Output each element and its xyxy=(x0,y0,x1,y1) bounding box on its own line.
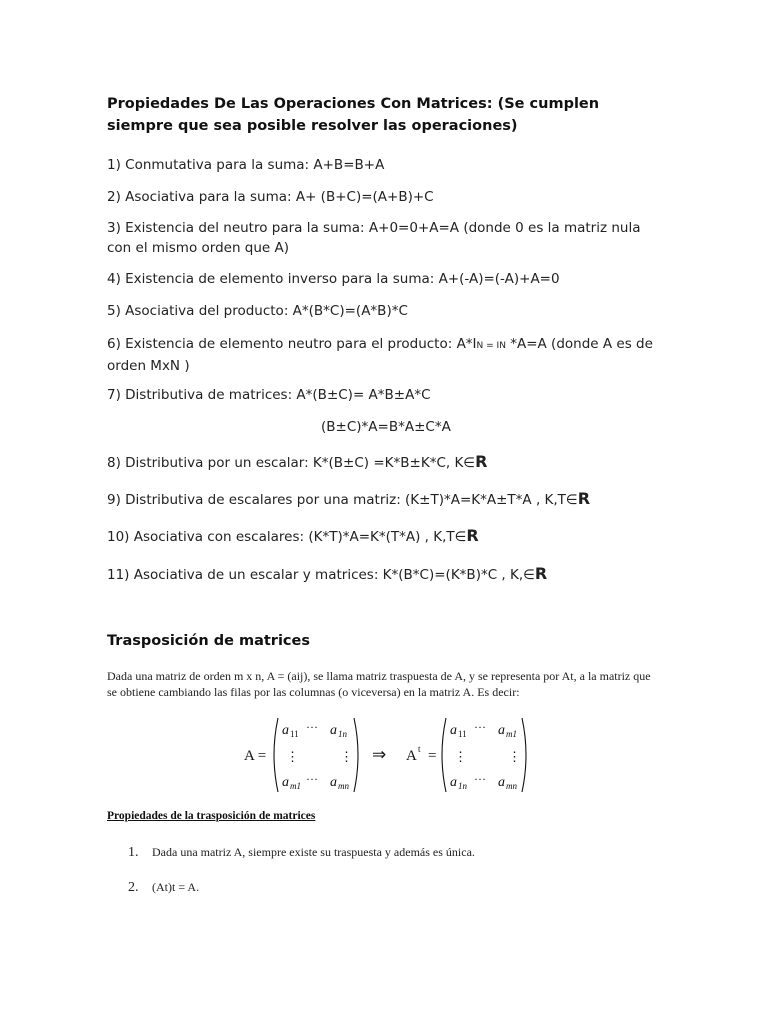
property-10-text: 10) Asociativa con escalares: (K*T)*A=K*(T*A) , K,T∈ xyxy=(107,529,467,545)
real-numbers-symbol: R xyxy=(466,526,479,545)
property-4: 4) Existencia de elemento inverso para la suma: A+(-A)=(-A)+A=0 xyxy=(107,271,560,287)
real-numbers-symbol: R xyxy=(475,452,488,471)
svg-text:m1: m1 xyxy=(506,729,517,739)
svg-text:⋮: ⋮ xyxy=(508,749,521,764)
property-6-sub2: N xyxy=(499,341,506,351)
svg-text:⋮: ⋮ xyxy=(286,749,299,764)
svg-text:a: a xyxy=(282,723,289,738)
svg-text:···: ··· xyxy=(474,720,486,734)
property-10 xyxy=(107,526,479,547)
property-7: 7) Distributiva de matrices: A*(B±C)= A*B±A*C xyxy=(107,387,431,403)
list-text: Dada una matriz A, siempre existe su traspuesta y además es única. xyxy=(152,845,475,859)
section-title-transpose: Trasposición de matrices xyxy=(107,633,310,649)
transpose-intro-paragraph: Dada una matriz de orden m x n, A = (aij), se llama matriz traspuesta de A, y se representa por At, a la matriz que se obtiene cambiando las filas por las columnas (o viceversa) en la matriz A. Es decir: xyxy=(107,669,651,699)
list-item xyxy=(128,878,199,896)
svg-text:A: A xyxy=(406,748,417,764)
svg-text:mn: mn xyxy=(338,781,349,791)
transpose-properties-title: Propiedades de la trasposición de matrices xyxy=(107,810,316,822)
list-number: 1. xyxy=(128,845,139,860)
svg-text:11: 11 xyxy=(290,729,299,739)
svg-text:a: a xyxy=(498,775,505,790)
svg-text:a: a xyxy=(282,775,289,790)
svg-text:a: a xyxy=(450,723,457,738)
svg-text:1n: 1n xyxy=(338,729,347,739)
svg-text:···: ··· xyxy=(474,772,486,786)
svg-text:···: ··· xyxy=(306,772,318,786)
section-title-properties: Propiedades De Las Operaciones Con Matrices: (Se cumplen siempre que sea posible resolver las operaciones) xyxy=(107,96,600,134)
property-6-sub1: N xyxy=(476,341,484,351)
svg-text:a: a xyxy=(498,723,505,738)
svg-text:a: a xyxy=(450,775,457,790)
property-6-pre: 6) Existencia de elemento neutro para el producto: A*I xyxy=(107,336,477,352)
svg-text:a: a xyxy=(330,775,337,790)
real-numbers-symbol: R xyxy=(534,564,548,583)
svg-text:11: 11 xyxy=(458,729,467,739)
svg-text:···: ··· xyxy=(306,720,318,734)
svg-text:=: = xyxy=(428,748,437,764)
svg-text:1n: 1n xyxy=(458,781,467,791)
property-9-text: 9) Distributiva de escalares por una matriz: (K±T)*A=K*A±T*A , K,T∈ xyxy=(107,492,578,508)
svg-text:m1: m1 xyxy=(290,781,301,791)
property-11-text: 11) Asociativa de un escalar y matrices: K*(B*C)=(K*B)*C , K,∈ xyxy=(107,567,535,583)
formula-lhs: A = xyxy=(244,748,267,764)
property-7b: (B±C)*A=B*A±C*A xyxy=(321,419,451,435)
list-item xyxy=(128,843,475,861)
svg-text:⋮: ⋮ xyxy=(340,749,353,764)
list-text: (At)t = A. xyxy=(152,880,200,894)
svg-text:t: t xyxy=(418,744,421,754)
property-8 xyxy=(107,452,487,473)
property-9 xyxy=(107,489,590,510)
property-1: 1) Conmutativa para la suma: A+B=B+A xyxy=(107,157,385,173)
property-3: 3) Existencia del neutro para la suma: A+0=0+A=A (donde 0 es la matriz nula con el mismo orden que A) xyxy=(107,220,641,256)
implies-arrow: ⇒ xyxy=(372,745,387,764)
property-8-text: 8) Distributiva por un escalar: K*(B±C) =K*B±K*C, K∈ xyxy=(107,455,476,471)
real-numbers-symbol: R xyxy=(577,489,591,508)
property-6-post: *A=A (donde A es de orden MxN ) xyxy=(107,336,653,374)
svg-text:⋮: ⋮ xyxy=(454,749,467,764)
transpose-formula xyxy=(240,712,540,798)
property-6-mid: = I xyxy=(483,341,500,351)
property-5: 5) Asociativa del producto: A*(B*C)=(A*B)*C xyxy=(107,303,408,319)
property-6 xyxy=(107,334,667,376)
property-2: 2) Asociativa para la suma: A+ (B+C)=(A+B)+C xyxy=(107,189,434,205)
property-11 xyxy=(107,564,547,585)
svg-text:mn: mn xyxy=(506,781,517,791)
svg-text:a: a xyxy=(330,723,337,738)
list-number: 2. xyxy=(128,880,139,895)
